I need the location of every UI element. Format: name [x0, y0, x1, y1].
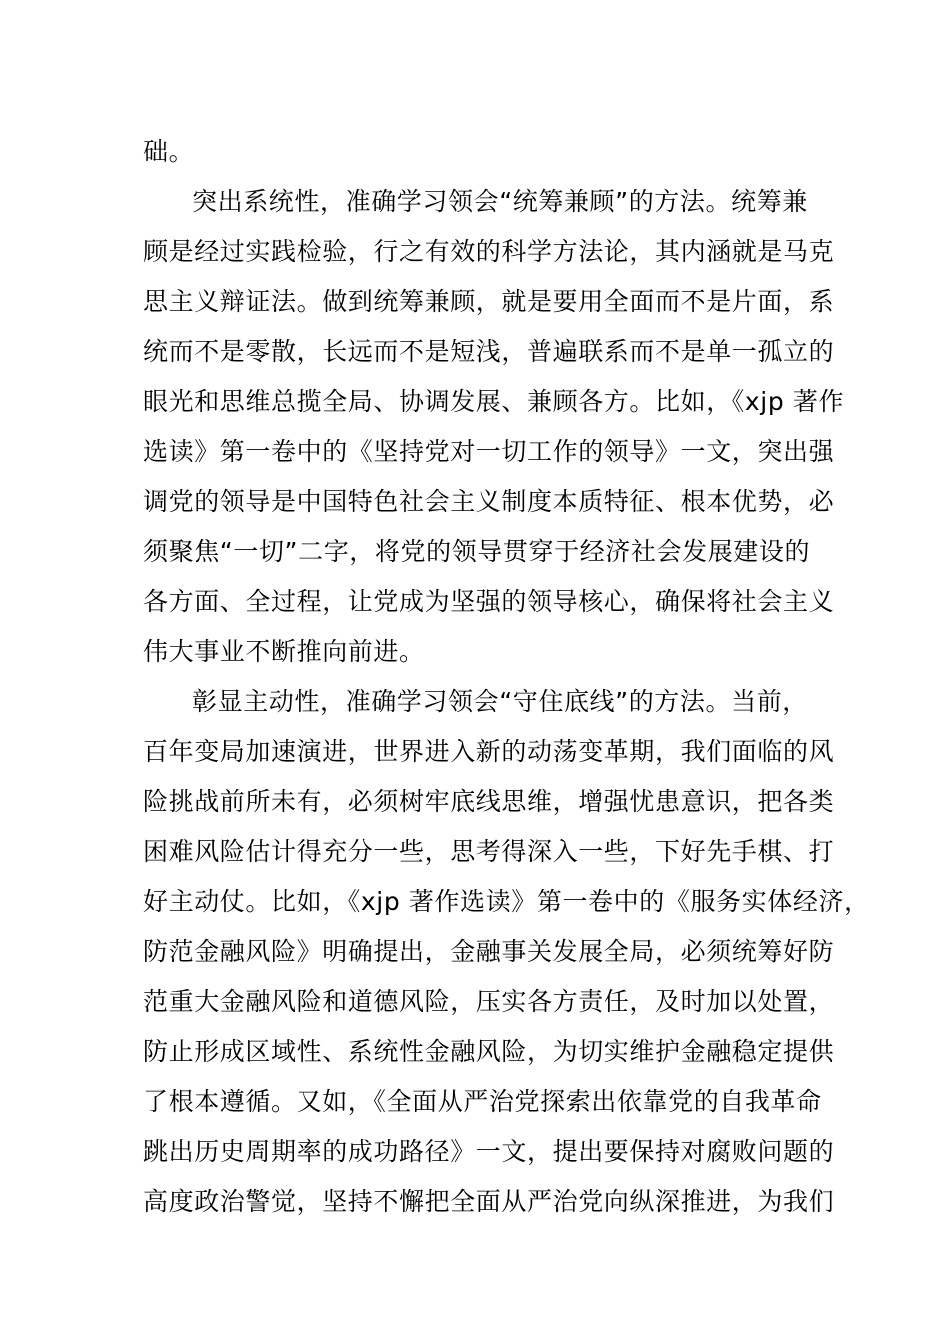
- text-line: 调党的领导是中国特色社会主义制度本质特征、根本优势，必: [143, 487, 835, 516]
- text-line: 顾是经过实践检验，行之有效的科学方法论，其内涵就是马克: [143, 237, 835, 266]
- text-line: 统而不是零散，长远而不是短浅，普遍联系而不是单一孤立的: [143, 337, 835, 366]
- text-line: 伟大事业不断推向前进。: [143, 637, 425, 666]
- text-line: 须聚焦“一切”二字，将党的领导贯穿于经济社会发展建设的: [143, 537, 811, 566]
- text-line: 了根本遵循。又如，《全面从严治党探索出依靠党的自我革命: [143, 1087, 822, 1116]
- text-line: 好主动仗。比如，《xjp 著作选读》第一卷中的《服务实体经济，: [143, 887, 870, 916]
- paragraph-start-line: 突出系统性，准确学习领会“统筹兼顾”的方法。统筹兼: [192, 187, 808, 216]
- text-line: 思主义辩证法。做到统筹兼顾，就是要用全面而不是片面，系: [143, 287, 835, 316]
- text-line: 范重大金融风险和道德风险，压实各方责任，及时加以处置，: [143, 987, 835, 1016]
- text-line: 险挑战前所未有，必须树牢底线思维，增强忧患意识，把各类: [143, 787, 835, 816]
- text-line: 防止形成区域性、系统性金融风险，为切实维护金融稳定提供: [143, 1037, 835, 1066]
- paragraph-start-line: 彰显主动性，准确学习领会“守住底线”的方法。当前，: [192, 687, 808, 716]
- text-line: 防范金融风险》明确提出，金融事关发展全局，必须统筹好防: [143, 937, 835, 966]
- text-line: 高度政治警觉，坚持不懈把全面从严治党向纵深推进，为我们: [143, 1187, 835, 1216]
- text-line: 跳出历史周期率的成功路径》一文，提出要保持对腐败问题的: [143, 1137, 835, 1166]
- text-line: 础。: [143, 137, 195, 166]
- text-line: 各方面、全过程，让党成为坚强的领导核心，确保将社会主义: [143, 587, 835, 616]
- text-line: 困难风险估计得充分一些，思考得深入一些，下好先手棋、打: [143, 837, 835, 866]
- text-line: 百年变局加速演进，世界进入新的动荡变革期，我们面临的风: [143, 737, 835, 766]
- text-line: 眼光和思维总揽全局、协调发展、兼顾各方。比如，《xjp 著作: [143, 387, 845, 416]
- text-line: 选读》第一卷中的《坚持党对一切工作的领导》一文，突出强: [143, 437, 835, 466]
